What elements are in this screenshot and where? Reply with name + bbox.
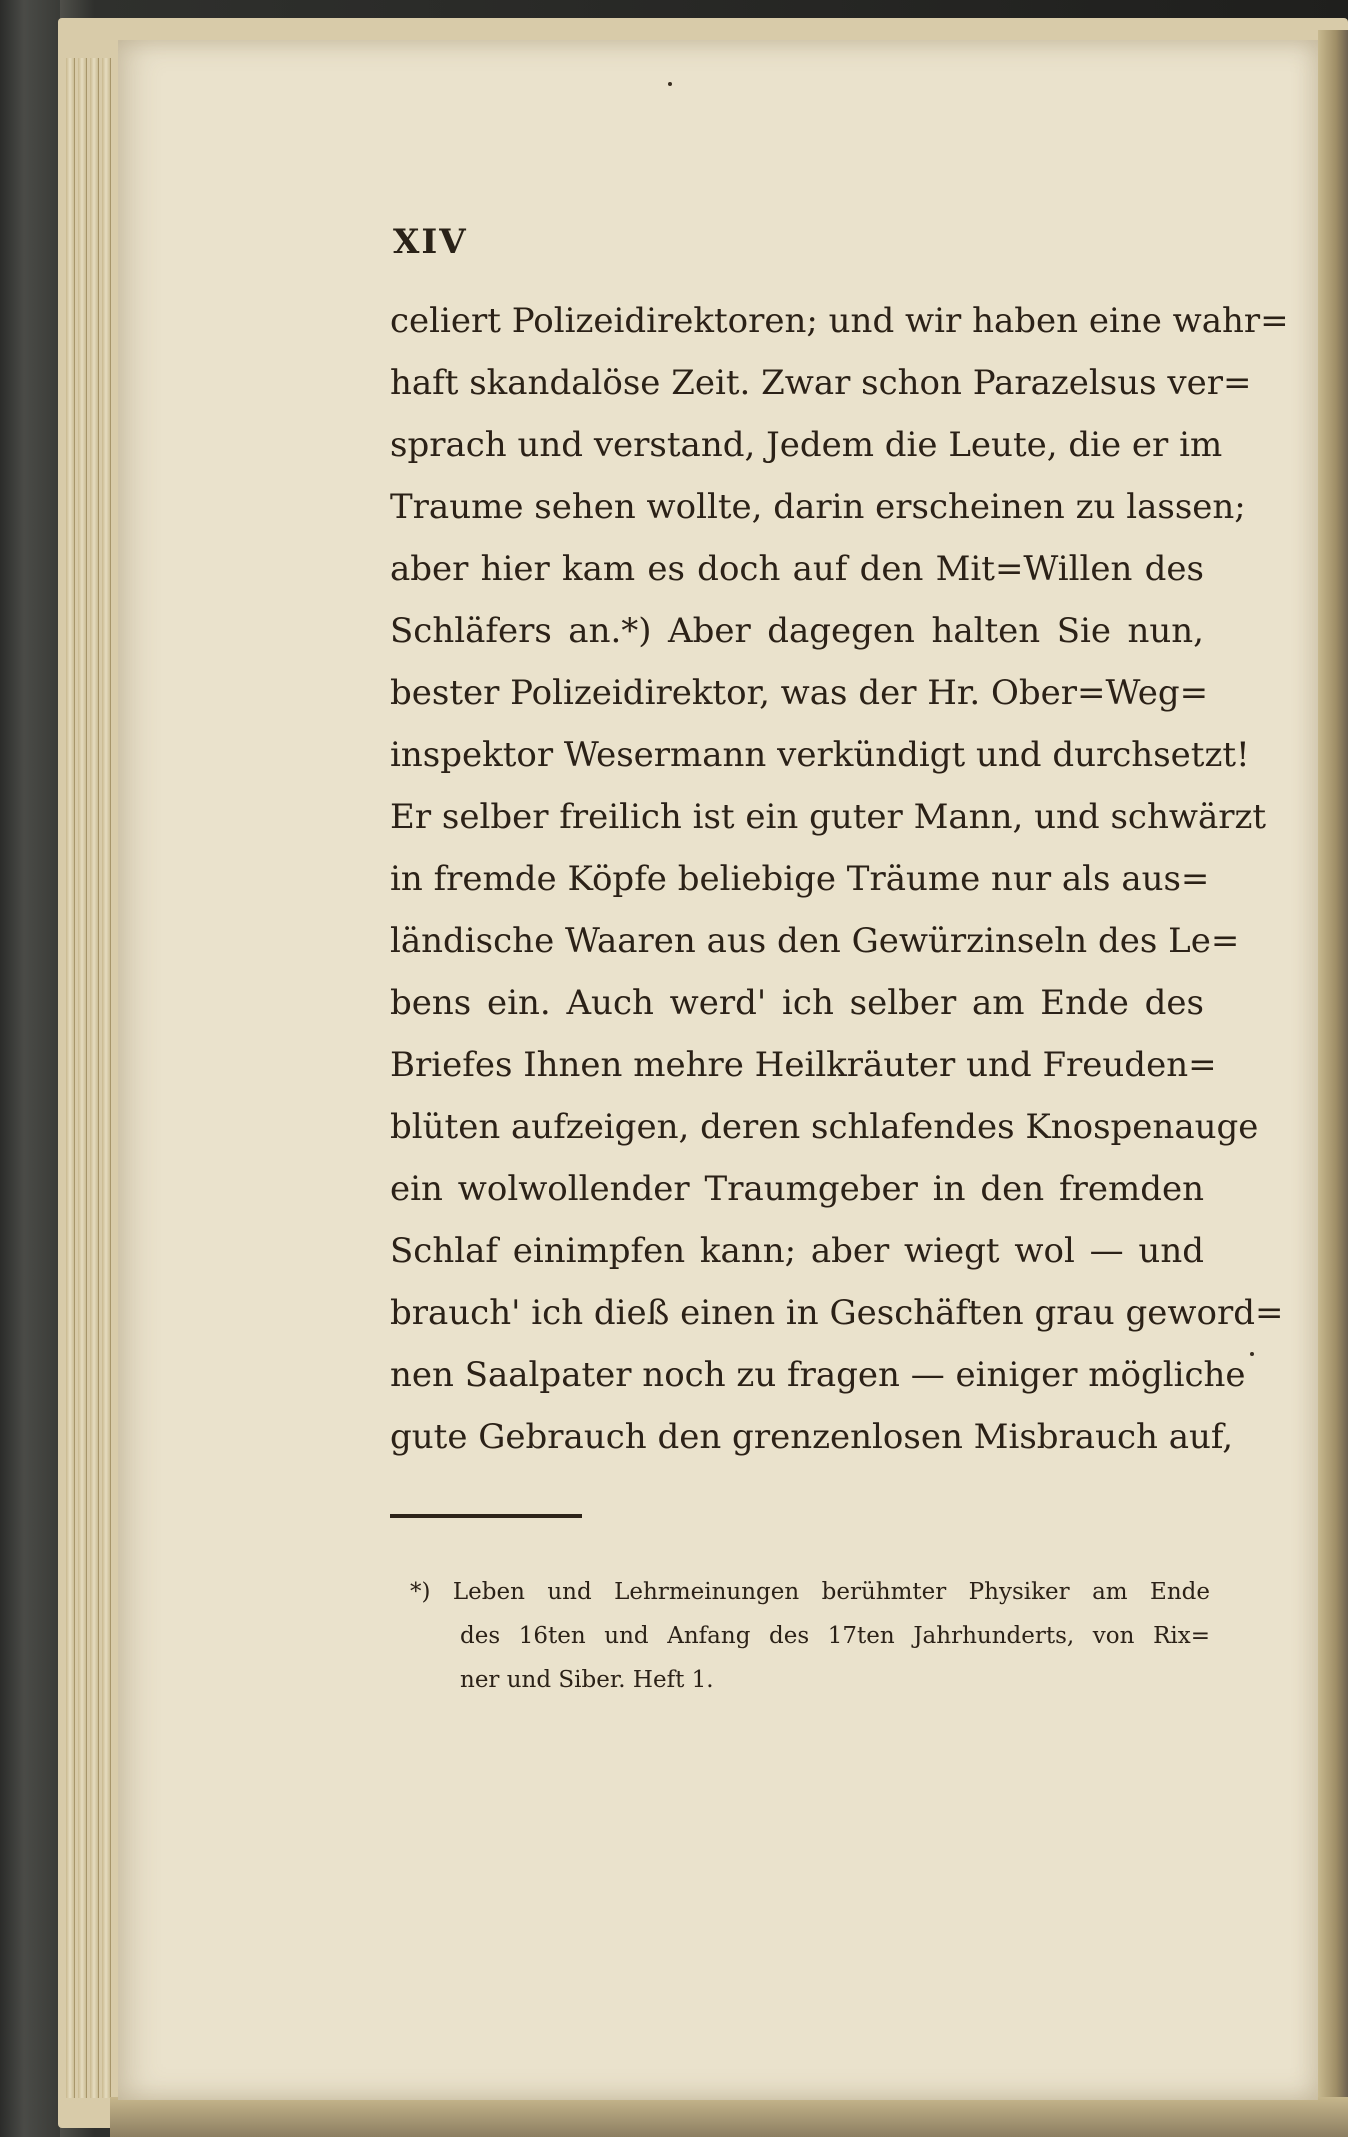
text-line: blüten aufzeigen, deren schlafendes Knospenauge xyxy=(390,1107,1259,1147)
paper-speck xyxy=(668,82,672,86)
text-line: celiert Polizeidirektoren; und wir haben eine wahr= xyxy=(390,301,1289,341)
text-line: gute Gebrauch den grenzenlosen Misbrauch auf, xyxy=(390,1417,1234,1457)
text-line: Briefes Ihnen mehre Heilkräuter und Freuden= xyxy=(390,1045,1217,1085)
footnote-line: ner und Siber. Heft 1. xyxy=(460,1667,714,1693)
page-number: XIV xyxy=(393,222,468,262)
text-line: Traume sehen wollte, darin erscheinen zu lassen; xyxy=(390,487,1246,527)
paper-speck xyxy=(1250,1352,1254,1356)
text-line: ländische Waaren aus den Gewürzinseln des Le= xyxy=(390,921,1240,961)
text-line: Er selber freilich ist ein guter Mann, und schwärzt xyxy=(390,797,1267,837)
page-edge xyxy=(90,58,99,2098)
text-line: aber hier kam es doch auf den Mit=Willen des xyxy=(390,549,1204,589)
page-edge xyxy=(66,58,75,2098)
footnote-line: des 16ten und Anfang des 17ten Jahrhunderts, von Rix= xyxy=(460,1623,1210,1649)
text-line: haft skandalöse Zeit. Zwar schon Parazelsus ver= xyxy=(390,363,1252,403)
book-cover-edge xyxy=(0,0,60,2137)
text-line: brauch' ich dieß einen in Geschäften grau geword= xyxy=(390,1293,1284,1333)
text-line: bens ein. Auch werd' ich selber am Ende des xyxy=(390,983,1204,1023)
text-line: nen Saalpater noch zu fragen — einiger mögliche xyxy=(390,1355,1246,1395)
body-text xyxy=(390,290,1289,1468)
text-line: Schlaf einimpfen kann; aber wiegt wol — und xyxy=(390,1231,1204,1271)
footnote-line: *) Leben und Lehrmeinungen berühmter Physiker am Ende xyxy=(410,1579,1210,1605)
text-line: Schläfers an.*) Aber dagegen halten Sie nun, xyxy=(390,611,1204,651)
page-edge xyxy=(78,58,87,2098)
text-line: inspektor Wesermann verkündigt und durchsetzt! xyxy=(390,735,1250,775)
text-line: in fremde Köpfe beliebige Träume nur als aus= xyxy=(390,859,1210,899)
text-line: bester Polizeidirektor, was der Hr. Ober=Weg= xyxy=(390,673,1209,713)
text-line: sprach und verstand, Jedem die Leute, die er im xyxy=(390,425,1223,465)
book-bottom-edge xyxy=(110,2097,1348,2137)
book-right-edge xyxy=(1318,30,1348,2130)
page-edge xyxy=(102,58,111,2098)
footnote-rule xyxy=(390,1514,582,1518)
text-line: ein wolwollender Traumgeber in den fremden xyxy=(390,1169,1204,1209)
footnote xyxy=(410,1570,1210,1702)
